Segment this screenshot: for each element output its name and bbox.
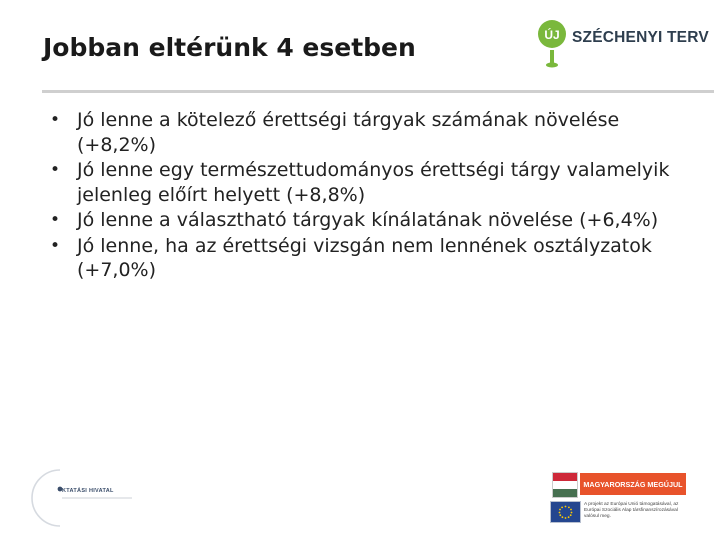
bullet-item xyxy=(50,234,700,283)
bullet-text: Jó lenne a választható tárgyak kínálatának növelése (+6,4%) xyxy=(77,209,659,231)
bullet-marker: • xyxy=(50,110,61,130)
office-logo-text: KTATÁSI HIVATAL xyxy=(62,488,114,494)
bullet-text: Jó lenne egy természettudományos érettségi tárgy valamelyik jelenleg előírt helyett (+8,8%) xyxy=(77,159,670,206)
magyarorszag-megujul-badge: MAGYARORSZÁG MEGÚJUL xyxy=(580,473,686,495)
bullet-item xyxy=(50,208,700,233)
bullet-marker: • xyxy=(50,210,61,230)
education-office-logo xyxy=(22,462,132,532)
eu-funding-text: A projekt az Európai Unió támogatásával, az Európai Szociális Alap társfinanszírozásával valósul meg. xyxy=(584,502,679,520)
slide-title: Jobban eltérünk 4 esetben xyxy=(43,33,416,62)
location-pin-icon xyxy=(537,19,567,69)
bullet-marker: • xyxy=(50,160,61,180)
eu-flag-icon xyxy=(550,501,581,523)
bullet-item xyxy=(50,108,700,157)
bullet-item xyxy=(50,158,700,207)
bullet-text: Jó lenne, ha az érettségi vizsgán nem lennének osztályzatok (+7,0%) xyxy=(77,234,652,281)
bullet-list xyxy=(50,108,700,284)
bullet-marker: • xyxy=(50,235,61,256)
hungarian-flag-icon xyxy=(552,472,578,498)
title-divider xyxy=(42,90,714,93)
brand-logo-text: SZÉCHENYI TERV xyxy=(572,29,709,46)
pin-text: ÚJ xyxy=(544,28,560,42)
bullet-text: Jó lenne a kötelező érettségi tárgyak számának növelése (+8,2%) xyxy=(77,109,620,156)
